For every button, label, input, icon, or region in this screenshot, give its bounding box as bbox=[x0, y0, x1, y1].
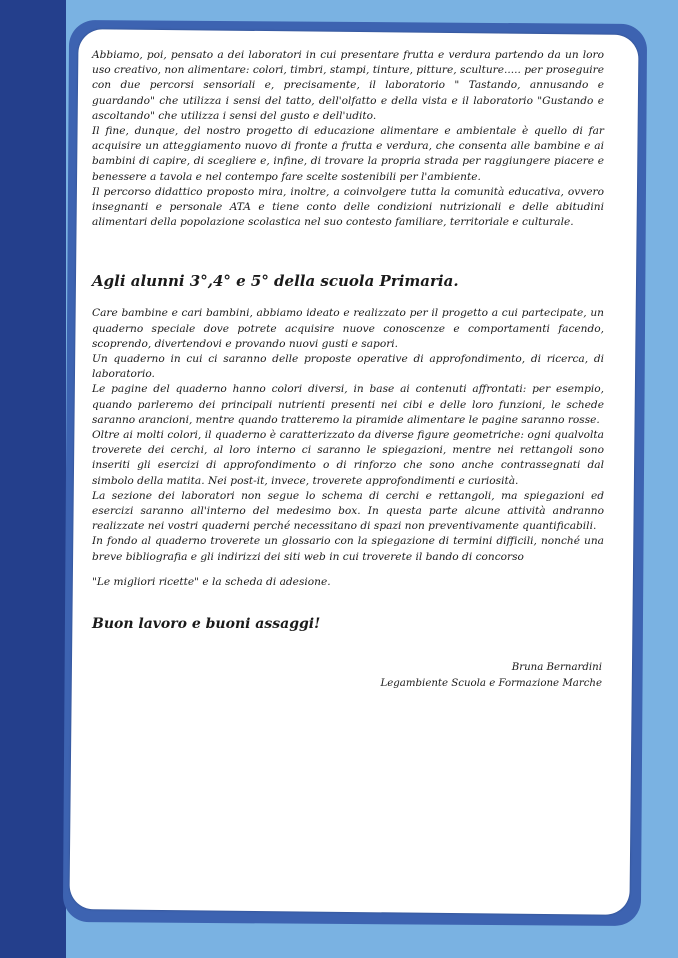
letter-paragraph-end: "Le migliori ricette" e la scheda di adesione. bbox=[92, 575, 331, 588]
letter-paragraph: La sezione dei laboratori non segue lo schema di cerchi e rettangoli, ma spiegazioni ed esercizi saranno all'interno del medesimo box. In questa parte alcune attività andranno realizzate nei vostri quaderni perché necessitano di spazi non preventivamente quantificabili. bbox=[92, 489, 604, 533]
section-heading: Agli alunni 3°,4° e 5° della scuola Primaria. bbox=[92, 272, 459, 291]
letter-paragraph: Un quaderno in cui ci saranno delle proposte operative di approfondimento, di ricerca, di laboratorio. bbox=[92, 353, 604, 381]
letter-section bbox=[92, 306, 604, 590]
intro-section bbox=[92, 48, 604, 230]
letter-paragraph: Oltre ai molti colori, il quaderno è caratterizzato da diverse figure geometriche: ogni qualvolta troverete dei cerchi, al loro interno ci saranno le spiegazioni, mentre nei rettangoli sono inseriti gli esercizi di approfondimento o di rinforzo che sono anche contrassegnati dal simbolo della matita. Nei post-it, invece, troverete approfondimenti e curiosità. bbox=[92, 429, 604, 487]
paragraph-gap bbox=[92, 565, 604, 575]
signature-block bbox=[92, 660, 602, 692]
intro-paragraph: Il percorso didattico proposto mira, inoltre, a coinvolgere tutta la comunità educativa, ovvero insegnanti e personale ATA e tiene conto delle condizioni nutrizionali e delle abitudini alimentari della popolazione scolastica nel suo contesto familiare, territoriale e culturale. bbox=[92, 185, 604, 229]
letter-paragraph: Le pagine del quaderno hanno colori diversi, in base ai contenuti affrontati: per esempio, quando parleremo dei principali nutrienti presenti nei cibi e delle loro funzioni, le schede saranno arancioni, mentre quando tratteremo la piramide alimentare le pagine saranno rosse. bbox=[92, 383, 604, 426]
closing-line: Buon lavoro e buoni assaggi! bbox=[92, 616, 321, 633]
document-content bbox=[92, 48, 604, 692]
intro-paragraph: Il fine, dunque, del nostro progetto di educazione alimentare e ambientale è quello di far acquisire un atteggiamento nuovo di fronte a frutta e verdura, che consenta alle bambine e ai bambini di capire, di scegliere e, infine, di trovare la propria strada per raggiungere piacere e benessere a tavola e nel contempo fare scelte sostenibili per l'ambiente. bbox=[92, 125, 604, 183]
signature-organization: Legambiente Scuola e Formazione Marche bbox=[380, 678, 602, 690]
signature-name: Bruna Bernardini bbox=[511, 662, 602, 674]
left-color-band bbox=[0, 0, 66, 958]
letter-paragraph: In fondo al quaderno troverete un glossario con la spiegazione di termini difficili, nonché una breve bibliografia e gli indirizzi dei siti web in cui troverete il bando di concorso bbox=[92, 535, 604, 563]
intro-paragraph: Abbiamo, poi, pensato a dei laboratori in cui presentare frutta e verdura partendo da un loro uso creativo, non alimentare: colori, timbri, stampi, tinture, pitture, sculture..... per proseguire con due percorsi sensoriali e, precisamente, il laboratorio " Tastando, annusando e guardando" che utilizza i sensi del tatto, dell'olfatto e della vista e il laboratorio "Gustando e ascoltando" che utilizza i sensi del gusto e dell'udito. bbox=[92, 49, 604, 122]
letter-paragraph: Care bambine e cari bambini, abbiamo ideato e realizzato per il progetto a cui partecipate, un quaderno speciale dove potrete acquisire nuove conoscenze e comportamenti facendo, scoprendo, divertendovi e provando nuovi gusti e sapori. bbox=[92, 307, 604, 350]
